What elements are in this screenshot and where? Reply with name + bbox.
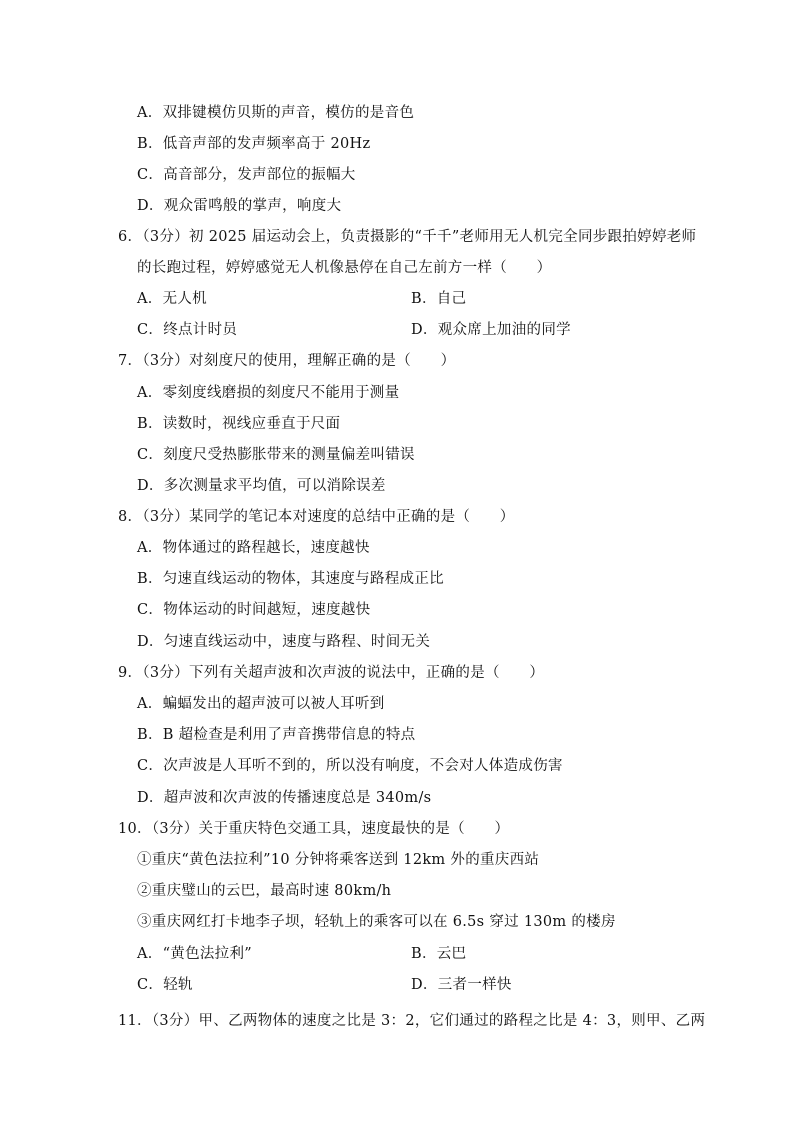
q6-stem-line1: 6．（3分）初 2025 届运动会上，负责摄影的“千千”老师用无人机完全同步跟拍婷婷老师 xyxy=(118,229,697,245)
q10-stem: 10．（3分）关于重庆特色交通工具，速度最快的是（ ） xyxy=(118,821,510,837)
q5-option-d: D．观众雷鸣般的掌声，响度大 xyxy=(137,198,342,214)
q5-option-a: A．双排键模仿贝斯的声音，模仿的是音色 xyxy=(137,105,415,121)
q8-option-b: B．匀速直线运动的物体，其速度与路程成正比 xyxy=(137,571,444,587)
q6-option-b: B．自己 xyxy=(411,291,467,307)
q7-option-a: A．零刻度线磨损的刻度尺不能用于测量 xyxy=(137,385,400,401)
q7-stem: 7．（3分）对刻度尺的使用，理解正确的是（ ） xyxy=(118,353,456,369)
q9-option-c: C．次声波是人耳听不到的，所以没有响度，不会对人体造成伤害 xyxy=(137,758,563,774)
q5-option-c: C．高音部分，发声部位的振幅大 xyxy=(137,167,356,183)
q10-option-b: B．云巴 xyxy=(411,946,467,962)
q9-option-a: A．蝙蝠发出的超声波可以被人耳听到 xyxy=(137,696,385,712)
q6-option-a: A．无人机 xyxy=(137,291,207,307)
q8-stem: 8．（3分）某同学的笔记本对速度的总结中正确的是（ ） xyxy=(118,509,515,525)
q10-option-c: C．轻轨 xyxy=(137,977,193,993)
q9-stem: 9．（3分）下列有关超声波和次声波的说法中，正确的是（ ） xyxy=(118,665,545,681)
q6-option-c: C．终点计时员 xyxy=(137,322,238,338)
q5-option-b: B．低音声部的发声频率高于 20Hz xyxy=(137,136,371,152)
q6-option-d: D．观众席上加油的同学 xyxy=(411,322,571,338)
q7-option-d: D．多次测量求平均值，可以消除误差 xyxy=(137,478,386,494)
q10-item-3: ③重庆网红打卡地李子坝，轻轨上的乘客可以在 6.5s 穿过 130m 的楼房 xyxy=(137,914,616,930)
q9-option-d: D．超声波和次声波的传播速度总是 340m/s xyxy=(137,790,432,806)
q10-option-d: D．三者一样快 xyxy=(411,977,512,993)
q7-option-b: B．读数时，视线应垂直于尺面 xyxy=(137,416,341,432)
q9-option-b: B．B 超检查是利用了声音携带信息的特点 xyxy=(137,727,416,743)
q10-item-1: ①重庆“黄色法拉利”10 分钟将乘客送到 12km 外的重庆西站 xyxy=(137,852,540,868)
q8-option-c: C．物体运动的时间越短，速度越快 xyxy=(137,602,371,618)
q6-stem-line2: 的长跑过程，婷婷感觉无人机像悬停在自己左前方一样（ ） xyxy=(137,260,552,276)
q10-item-2: ②重庆璧山的云巴，最高时速 80km/h xyxy=(137,883,392,899)
q11-stem-line1: 11．（3分）甲、乙两物体的速度之比是 3：2，它们通过的路程之比是 4：3，则甲、乙两 xyxy=(118,1013,706,1029)
q8-option-d: D．匀速直线运动中，速度与路程、时间无关 xyxy=(137,634,431,650)
q8-option-a: A．物体通过的路程越长，速度越快 xyxy=(137,540,370,556)
q10-option-a: A．“黄色法拉利” xyxy=(137,946,252,962)
q7-option-c: C．刻度尺受热膨胀带来的测量偏差叫错误 xyxy=(137,447,415,463)
